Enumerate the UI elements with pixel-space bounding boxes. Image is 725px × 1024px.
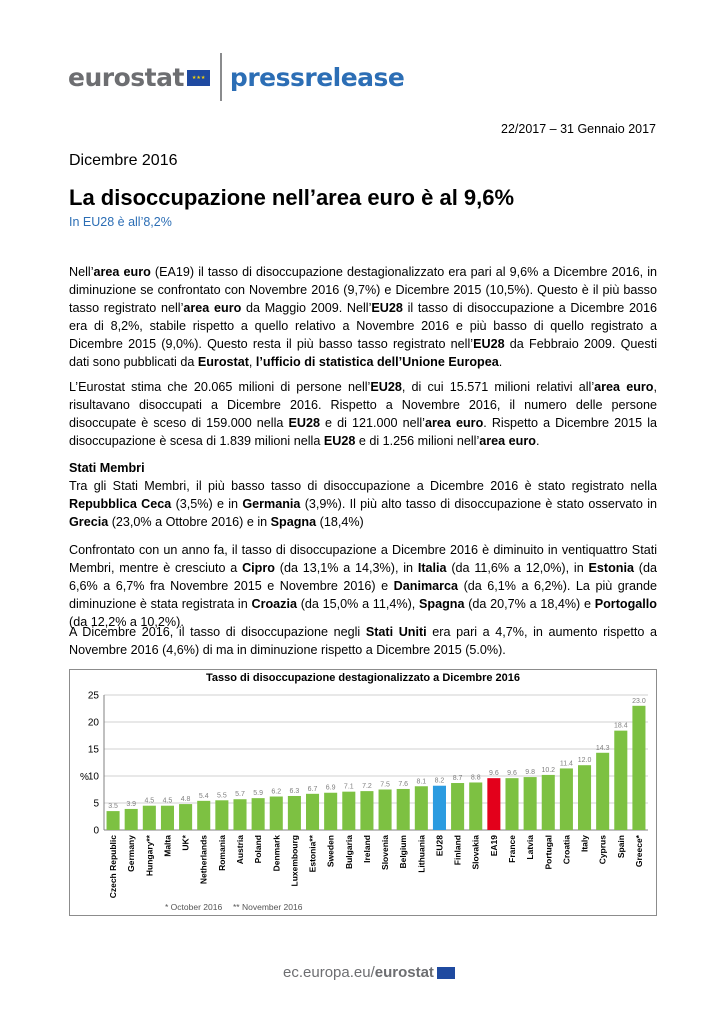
data-label: 7.5 [380, 781, 390, 789]
data-label: 5.9 [253, 790, 264, 798]
bold-text: l’ufficio di statistica dell’Unione Europea [255, 355, 499, 369]
bold-text: Stati Uniti [365, 625, 427, 639]
data-label: 4.5 [144, 797, 155, 805]
x-tick-label: Sweden [325, 835, 336, 868]
x-tick-label: EU28 [434, 835, 445, 857]
bar [342, 792, 355, 830]
text-run: (da 13,1% a 14,3%), in [274, 561, 418, 575]
text-run: era pari a 4,7%, in aumento rispetto a Novembre 2016 (4,6%) di ma in diminuzione rispetto a Dicembre 2015 (5.0%). [69, 625, 657, 657]
page-title: La disoccupazione nell’area euro è al 9,6% [69, 185, 515, 210]
chart-footnote: ** November 2016 [233, 902, 303, 912]
y-tick-label: 20 [87, 717, 99, 729]
y-tick-label: 10 [87, 771, 99, 783]
data-label: 7.6 [398, 780, 409, 788]
bar [415, 786, 428, 830]
data-label: 9.6 [507, 770, 517, 778]
bold-text: EU28 [371, 301, 403, 315]
x-tick-label: Latvia [525, 835, 536, 860]
bold-text: Spagna [419, 597, 465, 611]
data-label: 4.8 [180, 796, 191, 804]
data-label: 4.5 [162, 797, 173, 805]
text-run: (3,9%). Il più alto tasso di disoccupazione è stato osservato in [300, 497, 657, 511]
x-tick-label: Portugal [543, 835, 554, 870]
data-label: 9.8 [525, 769, 536, 777]
bar [451, 783, 464, 830]
x-tick-label: Greece* [633, 835, 644, 868]
x-tick-label: Slovenia [380, 835, 391, 870]
chart-title: Tasso di disoccupazione destagionalizzato a Dicembre 2016 [205, 672, 520, 684]
x-tick-label: Lithuania [416, 835, 427, 873]
eu-flag-icon [187, 70, 210, 86]
bar [125, 809, 138, 830]
text-run: da Maggio 2009. Nell’ [241, 301, 372, 315]
eu-flag-icon [437, 967, 455, 979]
bar [306, 794, 319, 830]
x-tick-label: Poland [253, 835, 264, 864]
data-label: 8.7 [452, 775, 463, 783]
bar [288, 796, 301, 830]
bold-text: EU28 [323, 434, 356, 448]
bold-text: Estonia [588, 561, 634, 575]
bar [397, 789, 410, 830]
data-label: 12.0 [577, 757, 592, 765]
eurostat-logo: eurostat [68, 62, 184, 92]
text-run: Confrontato con un anno fa, il tasso di disoccupazione a Dicembre 2016 è diminuito in ventiquattro Stati Membri, mentre è cresciuto a [69, 543, 657, 575]
data-label: 7.2 [362, 783, 372, 791]
data-label: 5.7 [235, 791, 245, 799]
bold-text: Eurostat [197, 355, 249, 369]
data-label: 3.5 [108, 803, 118, 811]
text-run: , di cui 15.571 milioni relativi all’ [401, 380, 595, 394]
bar [324, 793, 337, 830]
bold-text: Cipro [242, 561, 275, 575]
x-tick-label: Croatia [561, 835, 572, 865]
data-label: 8.2 [434, 777, 445, 785]
bar [433, 786, 446, 830]
bold-text: area euro [93, 265, 151, 279]
y-tick-label: 25 [87, 690, 99, 702]
header-logo [68, 52, 404, 102]
y-tick-label: 0 [93, 825, 99, 837]
bar [596, 753, 609, 830]
release-period: Dicembre 2016 [69, 152, 178, 169]
x-tick-label: Estonia** [307, 835, 318, 873]
text-run: , [248, 355, 256, 369]
data-label: 8.8 [470, 774, 481, 782]
text-run: (da 11,6% a 12,0%), in [446, 561, 589, 575]
x-tick-label: Cyprus [597, 835, 608, 865]
data-label: 6.9 [325, 784, 336, 792]
x-tick-label: France [507, 835, 517, 863]
bar [233, 799, 246, 830]
text-run: (da 12,2% a 10,2%). [69, 615, 184, 629]
bold-text: area euro [424, 416, 484, 430]
bar [505, 778, 518, 830]
x-tick-label: Slovakia [470, 835, 481, 870]
bar [107, 811, 120, 830]
data-label: 8.1 [416, 778, 427, 786]
data-label: 5.4 [198, 792, 209, 800]
bold-text: Grecia [69, 515, 109, 529]
bar [524, 777, 537, 830]
data-label: 10.2 [541, 766, 556, 774]
x-tick-label: Hungary** [144, 835, 155, 877]
x-tick-label: UK* [180, 835, 191, 851]
text-run: Tra gli Stati Membri, il più basso tasso di disoccupazione a Dicembre 2016 è stato registrato nella [69, 479, 657, 493]
bar [252, 798, 265, 830]
bold-text: EU28 [473, 337, 505, 351]
bar [542, 775, 555, 830]
x-tick-label: Luxembourg [289, 835, 300, 887]
footer-url-prefix[interactable]: ec.europa.eu/ [283, 964, 375, 981]
bar [560, 768, 573, 830]
text-run: Nell’ [69, 265, 94, 279]
x-tick-label: Austria [235, 835, 245, 865]
unemployment-chart [69, 669, 657, 916]
text-run: da Febbraio 2009. Questi dati sono pubblicati da [69, 337, 658, 369]
data-label: 18.4 [613, 722, 628, 730]
bold-text: Repubblica Ceca [69, 497, 172, 511]
paragraph-5 [69, 623, 657, 659]
data-label: 23.0 [632, 697, 646, 705]
text-run: (3,5%) e in [171, 497, 243, 511]
x-tick-label: Czech Republic [108, 835, 119, 899]
x-tick-label: Denmark [271, 835, 282, 872]
text-run: (da 15,0% a 11,4%), [296, 597, 419, 611]
text-run: A Dicembre 2016, il tasso di disoccupazione negli [69, 625, 366, 639]
page-subtitle: In EU28 è all’8,2% [69, 215, 172, 229]
bold-text: Spagna [270, 515, 317, 529]
bar [161, 806, 174, 830]
text-run: (EA19) il tasso di disoccupazione destagionalizzato era pari al 9,6% a Dicembre 2016, in diminuzione se confrontato con Novembre 2016 (9,7%) e Dicembre 2015 (10,5%). Questo è il più basso tasso registrato nell’ [69, 265, 658, 315]
bar [379, 790, 392, 831]
chart-footnote: * October 2016 [165, 902, 223, 912]
bar [215, 800, 228, 830]
text-run: e di 1.256 milioni nell’ [355, 434, 480, 448]
x-tick-label: Germany [126, 835, 137, 872]
data-label: 11.4 [559, 760, 573, 768]
text-run: . [498, 355, 503, 369]
text-run: il tasso di disoccupazione a Dicembre 2016 era di 8,2%, stabile rispetto a quello relativo a Novembre 2016 e più basso di quello registrato a Dicembre 2015 (9,0%). Questo resta il più basso tasso registrato nell’ [69, 301, 658, 351]
paragraph-1 [69, 263, 657, 371]
data-label: 5.5 [216, 792, 227, 800]
bold-text: Portogallo [594, 597, 657, 611]
data-label: 14.3 [595, 744, 610, 752]
data-label: 7.1 [343, 783, 354, 791]
text-run: (da 6,6% a 6,7% fra Novembre 2015 e Novembre 2016) e [69, 561, 657, 593]
bold-text: Germania [242, 497, 301, 511]
x-tick-label: EA19 [488, 835, 499, 857]
text-run: (da 20,7% a 18,4%) e [464, 597, 595, 611]
bold-text: Croazia [251, 597, 297, 611]
bar [179, 804, 192, 830]
bar [469, 782, 482, 830]
text-run: (da 6,1% a 6,2%). La più grande diminuzione è stata registrata in [69, 579, 657, 611]
bold-text: area euro [183, 301, 242, 315]
text-run: L’Eurostat stima che 20.065 milioni di persone nell’ [69, 380, 371, 394]
text-run: (18,4%) [316, 515, 364, 529]
footer [283, 964, 455, 981]
x-tick-label: Belgium [398, 835, 409, 869]
x-tick-label: Malta [162, 835, 173, 857]
bold-text: EU28 [370, 380, 402, 394]
x-tick-label: Spain [615, 835, 626, 859]
footer-url-bold[interactable]: eurostat [374, 964, 434, 981]
bar [632, 706, 645, 830]
x-tick-label: Finland [452, 835, 463, 866]
bar [197, 801, 210, 830]
x-tick-label: Netherlands [198, 835, 209, 885]
text-run: . [535, 434, 540, 448]
bold-text: Italia [417, 561, 447, 575]
bold-text: Danimarca [393, 579, 459, 593]
logo-divider [220, 53, 222, 101]
release-reference: 22/2017 – 31 Gennaio 2017 [501, 122, 656, 136]
data-label: 3.9 [126, 800, 137, 808]
x-tick-label: Bulgaria [343, 835, 354, 870]
x-tick-label: Ireland [361, 835, 372, 863]
paragraph-4 [69, 541, 657, 631]
bar [614, 731, 627, 830]
data-label: 9.6 [488, 770, 499, 778]
x-tick-label: Italy [579, 835, 590, 853]
text-run: . Rispetto a Dicembre 2015 la disoccupazione è scesa di 1.839 milioni nella [69, 416, 658, 448]
data-label: 6.2 [271, 788, 282, 796]
chart-canvas [70, 670, 658, 917]
y-tick-label: 5 [93, 798, 99, 810]
x-tick-label: Romania [216, 835, 227, 871]
paragraph-3 [69, 459, 657, 531]
bar [143, 806, 156, 830]
text-run: , risultavano disoccupati a Dicembre 2016. Rispetto a Novembre 2016, il numero delle persone disoccupate è sceso di 159.000 nella [69, 380, 657, 430]
bold-text: EU28 [288, 416, 320, 430]
data-label: 6.7 [307, 785, 318, 793]
y-axis-label: % [80, 772, 89, 783]
bar [487, 778, 500, 830]
text-run: e di 121.000 nell’ [319, 416, 425, 430]
bar [270, 797, 283, 830]
paragraph-2 [69, 378, 657, 450]
bold-text: Stati Membri [69, 461, 145, 475]
bold-text: area euro [594, 380, 654, 394]
bold-text: area euro [479, 434, 536, 448]
pressrelease-logo: pressrelease [229, 62, 405, 92]
bar [360, 791, 373, 830]
text-run: (23,0% a Ottobre 2016) e in [108, 515, 271, 529]
data-label: 6.3 [289, 787, 300, 795]
bar [578, 765, 591, 830]
y-tick-label: 15 [87, 744, 99, 756]
